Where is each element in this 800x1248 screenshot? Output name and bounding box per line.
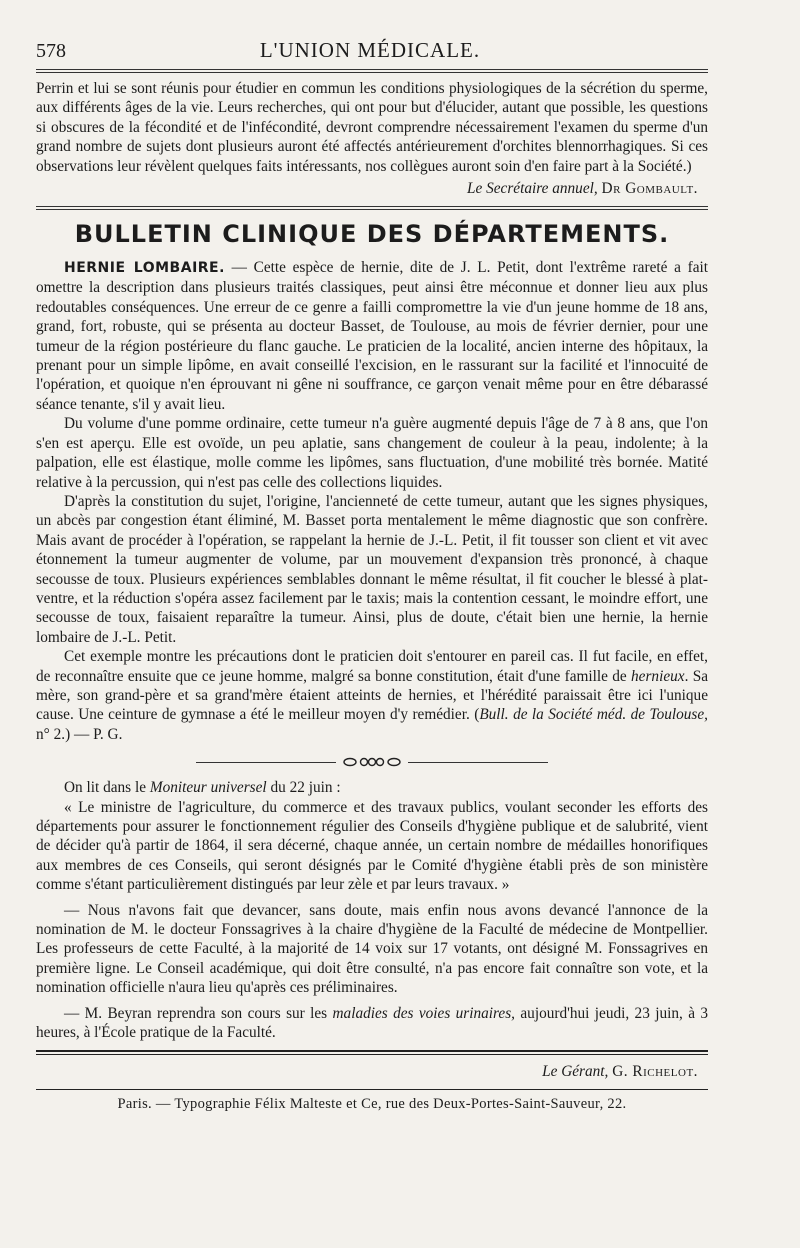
news-p4-a: — M. Beyran reprendra son cours sur les [64, 1004, 333, 1022]
signature-role: Le Secrétaire annuel, [467, 180, 598, 198]
gerant-role: Le Gérant, [542, 1063, 609, 1081]
p4-text-a: Cet exemple montre les précautions dont le praticien doit s'entourer en pareil cas. Il fut facile, en effet, de reconnaître ensuite que ce jeune homme, malgré sa bonne constitution, était d'une famille de [36, 648, 708, 685]
page-number: 578 [36, 40, 66, 62]
footer-rule-top [36, 1050, 708, 1055]
footer-rule-bottom [36, 1089, 708, 1090]
journal-title: L'UNION MÉDICALE. [259, 38, 481, 62]
signature-name: Dr Gombault. [601, 180, 698, 198]
bulletin-paragraph-2: Du volume d'une pomme ordinaire, cette tumeur n'a guère augmenté depuis l'âge de 7 à 8 ans, que l'on s'en est aperçu. Elle est ovoïde, un peu aplatie, sans changement de couleur à la peau, indolente; à la palpation, elle est élastique, molle comme les lipômes, sans fluctuation, d'une mobilité très bornée. Matité relative à la percussion, qui n'est pas celle des collections liquides. [36, 415, 708, 491]
secretary-signature [36, 180, 698, 198]
news-paragraph-2: « Le ministre de l'agriculture, du commerce et des travaux publics, voulant seconder les efforts des départements pour assurer le fonctionnement régulier des Conseils d'hygiène publique et de salubrité, vient de décider qu'à partir de 1864, il sera décerné, chaque année, un certain nombre de médailles honorifiques aux membres de ces Conseils, qui seront désignés par le Comité d'hygiène établi près de son ministère comme s'étant particulièrement distingués par leur zèle et par leurs travaux. » [36, 798, 708, 894]
p4-em-hernieux: hernieux [631, 667, 685, 685]
news-p4-em: maladies des voies urinaires, [332, 1004, 516, 1022]
news-p1-b: du 22 juin : [266, 779, 341, 797]
news-p1-em: Moniteur universel [149, 779, 267, 797]
news-paragraph-1 [36, 778, 708, 797]
news-p1-a: On lit dans le [64, 779, 150, 797]
gerant-name: G. Richelot. [612, 1063, 698, 1081]
ornament-line-left [196, 762, 336, 763]
bulletin-p1-text: — Cette espèce de hernie, dite de J. L. Petit, dont l'extrême rareté a fait omettre la description dans plusieurs traités classiques, peut ainsi être méconnue et donner lieu aux plus redoutables conséquences. Une erreur de ce genre a failli compromettre la vie d'un jeune homme de 18 ans, grand, fort, robuste, qui se présenta au docteur Basset, de Toulouse, au mois de février dernier, pour une tumeur de la région postérieure du flanc gauche. Le praticien de la localité, ancien interne des hôpitaux, la prenant pour un simple lipôme, en avait conseillé l'excision, en le rassurant sur la facilité et l'innocuité de l'opération, et quoique n'en éprouvant ni gêne ni souffrance, ce garçon venait même pour en être débarassé séance tenante, s'il y avait lieu. [36, 259, 708, 413]
ornament-divider [36, 756, 708, 768]
ornament-icon [342, 756, 402, 768]
running-head [36, 38, 708, 70]
intro-paragraph: Perrin et lui se sont réunis pour étudier en commun les conditions physiologiques de la sécrétion du sperme, aux différents âges de la vie. Leurs recherches, qui ont pour but d'élucider, autant que possible, les questions si obscures de la fécondité et de l'infécondité, devront comprendre nécessairement l'examen du sperme d'un grand nombre de sujets dont plusieurs auront été affectés antérieurement d'orchites blennorrhagiques. Si ces observations leur révèlent quelques faits intéressants, nos collègues auront soin d'en faire part à la Société.) [36, 80, 708, 175]
header-rule [36, 72, 708, 73]
imprint: Paris. — Typographie Félix Malteste et Ce, rue des Deux-Portes-Saint-Sauveur, 22. [117, 1096, 627, 1113]
section-rule [36, 206, 708, 210]
bulletin-paragraph-4 [36, 647, 708, 744]
section-title: BULLETIN CLINIQUE DES DÉPARTEMENTS. [74, 220, 670, 249]
p4-em-citation: Bull. de la Société méd. de Toulouse, [479, 706, 708, 724]
p4-text-c: n° 2.) — P. G. [36, 725, 123, 743]
bulletin-paragraph-1 [36, 258, 708, 414]
gerant-signature [36, 1063, 698, 1081]
bulletin-paragraph-3: D'après la constitution du sujet, l'origine, l'ancienneté de cette tumeur, autant que les signes physiques, un abcès par congestion étant éliminé, M. Basset porta mentalement le même diagnostic que son confrère. Mais avant de procéder à l'opération, se rappelant la hernie de J.-L. Petit, il fit tousser son client et vit avec étonnement la tumeur augmenter de volume, par un mouvement d'expansion très prononcé, à chaque secousse de toux. Plusieurs expériences semblables donnant le même résultat, il fit coucher le blessé à plat-ventre, et la réduction s'opéra assez facilement par le taxis; mais la contention cessant, le moindre effort, une secousse de toux, faisaient reparaître la tumeur. Ainsi, plus de doute, c'était bien une hernie, la hernie lombaire de J.-L. Petit. [36, 492, 708, 646]
news-paragraph-4 [36, 1004, 708, 1043]
news-p4-b: aujourd'hui jeudi, 23 juin, à 3 heures, à l'École pratique de la Faculté. [36, 1004, 709, 1042]
news-paragraph-3: — Nous n'avons fait que devancer, sans doute, mais enfin nous avons devancé l'annonce de la nomination de M. le docteur Fonssagrives à la chaire d'hygiène de la Faculté de médecine de Montpellier. Les professeurs de cette Faculté, à la majorité de 14 voix sur 17 votants, ont désigné M. Fonssagrives en première ligne. Le Conseil académique, qui doit être consulté, n'a pas encore fait connaître son vote, et la nomination officielle n'aura lieu qu'après ces préliminaires. [36, 901, 708, 997]
ornament-line-right [408, 762, 548, 763]
bulletin-lead: HERNIE LOMBAIRE. [64, 260, 225, 277]
p4-text-b: . Sa mère, son grand-père et sa grand'mère étaient atteints de hernies, et l'hérédité paraissait être ici l'unique cause. Une ceinture de gymnase a été le meilleur moyen d'y remédier. ( [36, 667, 708, 724]
